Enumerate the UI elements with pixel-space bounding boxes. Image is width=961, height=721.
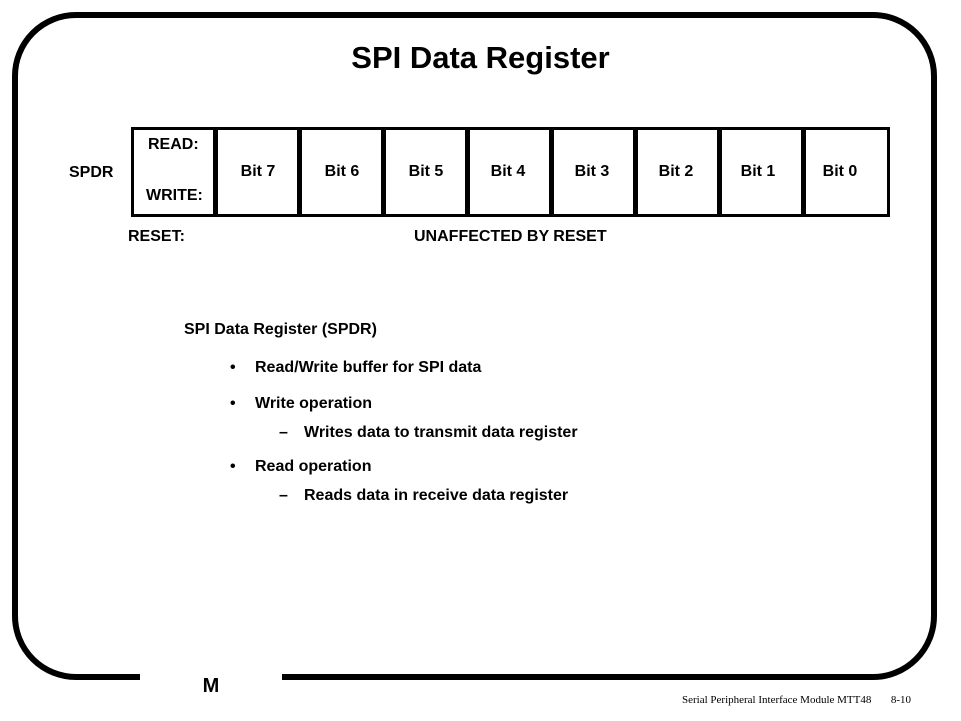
dash-marker: – bbox=[279, 424, 288, 441]
bullet-marker: • bbox=[230, 359, 236, 376]
bullet-item: Read operation bbox=[255, 458, 372, 475]
sub-item: Writes data to transmit data register bbox=[304, 424, 578, 441]
bit-4-cell: Bit 4 bbox=[490, 163, 526, 180]
sub-item: Reads data in receive data register bbox=[304, 487, 569, 504]
section-heading: SPI Data Register (SPDR) bbox=[184, 321, 377, 338]
bullet-item: Read/Write buffer for SPI data bbox=[255, 359, 482, 376]
bit-7-cell: Bit 7 bbox=[240, 163, 276, 180]
footer-page: 8-10 bbox=[890, 694, 912, 706]
bit-3-cell: Bit 3 bbox=[574, 163, 610, 180]
write-label: WRITE: bbox=[146, 187, 203, 204]
bullet-item: Write operation bbox=[255, 395, 373, 412]
slide-frame bbox=[12, 12, 937, 680]
bit-5-cell: Bit 5 bbox=[408, 163, 444, 180]
footer bbox=[682, 693, 911, 707]
register-name: SPDR bbox=[69, 164, 114, 181]
logo-mark: M bbox=[202, 675, 220, 697]
reset-label: RESET: bbox=[128, 228, 185, 245]
dash-marker: – bbox=[279, 487, 288, 504]
read-label: READ: bbox=[148, 136, 199, 153]
reset-value: UNAFFECTED BY RESET bbox=[414, 228, 607, 245]
bit-0-cell: Bit 0 bbox=[822, 163, 858, 180]
bit-6-cell: Bit 6 bbox=[324, 163, 360, 180]
bullet-marker: • bbox=[230, 395, 236, 412]
page-title: SPI Data Register bbox=[351, 40, 610, 75]
bit-1-cell: Bit 1 bbox=[740, 163, 776, 180]
bit-2-cell: Bit 2 bbox=[658, 163, 694, 180]
bullet-marker: • bbox=[230, 458, 236, 475]
footer-module: Serial Peripheral Interface Module MTT48 bbox=[682, 694, 872, 706]
